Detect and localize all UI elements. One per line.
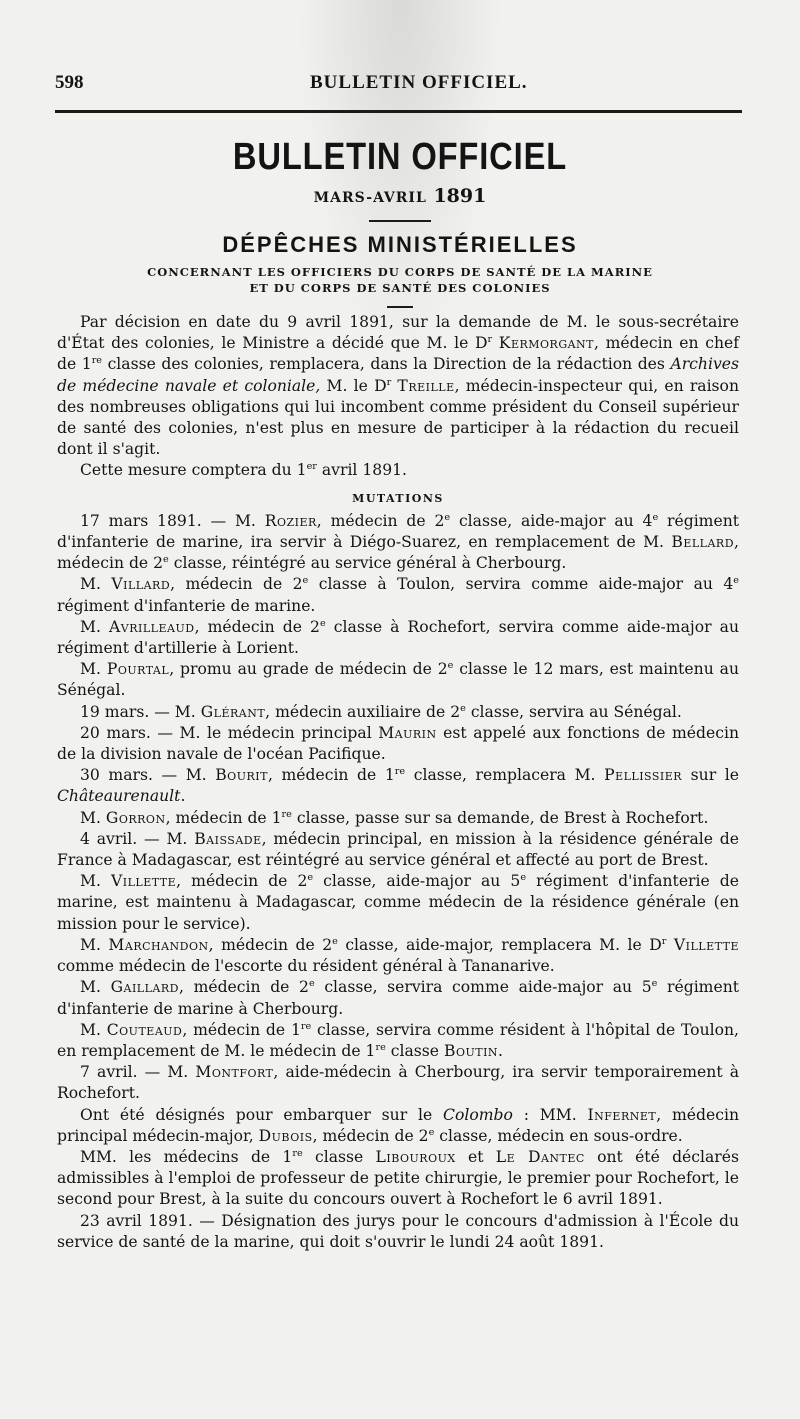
- concerning-line-1: CONCERNANT LES OFFICIERS DU CORPS DE SANTÉ DE LA MARINE: [147, 265, 653, 279]
- paragraph-entry: 23 avril 1891. — Désignation des jurys pour le concours d'admission à l'École du service de santé de la marine, qui doit s'ouvrir le lundi 24 août 1891.: [57, 1211, 739, 1251]
- section-title: DÉPÊCHES MINISTÉRIELLES: [222, 232, 578, 257]
- paragraph-entry: M. Pourtal, promu au grade de médecin de 2e classe le 12 mars, est maintenu au Sénégal.: [57, 660, 739, 700]
- paragraph-entry: 4 avril. — M. Baissade, médecin principal, en mission à la résidence générale de France à Madagascar, est réintégré au service général et affecté au port de Brest.: [57, 829, 739, 870]
- concerning-line-2: ET DU CORPS DE SANTÉ DES COLONIES: [249, 281, 551, 295]
- masthead: [0, 136, 800, 308]
- person-name: Treille: [397, 376, 455, 395]
- paragraph-entry: MM. les médecins de 1re classe Libouroux et Le Dantec ont été déclarés admissibles à l'emploi de professeur de petite chirurgie, le premier pour Rochefort, le second pour Brest, à la suite du concours ouvert à Rochefort le 6 avril 1891.: [57, 1147, 739, 1209]
- paragraph-entry: M. Villette, médecin de 2e classe, aide-major au 5e régiment d'infanterie de marine, est maintenu à Madagascar, comme médecin de la résidence générale (en mission pour le service).: [57, 872, 739, 933]
- header-rule: [55, 110, 742, 113]
- paragraph-entry: M. Marchandon, médecin de 2e classe, aide-major, remplacera M. le $D^r$ Villette comme médecin de l'escorte du résident général à Tananarive.: [57, 935, 740, 976]
- page-number: 598: [55, 72, 84, 93]
- paragraph-entry: 19 mars. — M. Glérant, médecin auxiliaire de 2e classe, servira au Sénégal.: [80, 702, 682, 721]
- journal-title: Archives de médecine navale et coloniale,: [57, 355, 739, 395]
- issue-year: 1891: [433, 185, 487, 207]
- ship-name: Colombo: [443, 1105, 513, 1124]
- issue-date: [0, 184, 800, 210]
- paragraph-entry: 17 mars 1891. — M. Rozier, médecin de 2e classe, aide-major au 4e régiment d'infanterie de marine, ira servir à Diégo-Suarez, en remplacement de M. Bellard, médecin de 2e classe, réintégré au service général à Cherbourg.: [57, 511, 740, 573]
- paragraph-entry: 7 avril. — M. Montfort, aide-médecin à Cherbourg, ira servir temporairement à Rochefort.: [57, 1063, 739, 1103]
- mutations-heading: MUTATIONS: [352, 491, 444, 505]
- section-divider: [387, 306, 413, 308]
- running-head: [55, 72, 740, 98]
- paragraph-decision: Par décision en date du 9 avril 1891, sur la demande de M. le sous-secrétaire d'État des colonies, le Ministre a décidé que M. le $D^r$ Kermorgant, médecin en chef de 1re classe des colonies, remplacera, dans la Direction de la rédaction des Archives de médecine navale et coloniale, M. le $D^r$ Treille, médecin-inspecteur qui, en raison des nombreuses obligations qui lui incombent comme président du Conseil supérieur de santé des colonies, n'est plus en mesure de participer à la rédaction du recueil dont il s'agit.: [57, 313, 739, 459]
- article-body: [57, 312, 739, 1253]
- paragraph-entry: 20 mars. — M. le médecin principal Maurin est appelé aux fonctions de médecin de la division navale de l'océan Pacifique.: [57, 723, 739, 764]
- ship-name: Châteaurenault: [57, 787, 181, 806]
- paragraph-effective-date: Cette mesure comptera du 1er avril 1891.: [80, 461, 408, 480]
- paragraph-entry: M. Gorron, médecin de 1re classe, passe sur sa demande, de Brest à Rochefort.: [80, 808, 709, 827]
- title-divider: [369, 220, 431, 222]
- paragraph-entry: Ont été désignés pour embarquer sur le Colombo : MM. Infernet, médecin principal médecin-major, Dubois, médecin de 2e classe, médecin en sous-ordre.: [57, 1105, 740, 1145]
- paragraph-entry: M. Couteaud, médecin de 1re classe, servira comme résident à l'hôpital de Toulon, en remplacement de M. le médecin de 1re classe Boutin.: [57, 1020, 739, 1060]
- paragraph-entry: M. Villard, médecin de 2e classe à Toulon, servira comme aide-major au 4e régiment d'infanterie de marine.: [57, 575, 739, 615]
- issue-months: MARS-AVRIL: [313, 190, 427, 206]
- person-name: Kermorgant: [498, 334, 595, 353]
- paragraph-entry: M. Avrilleaud, médecin de 2e classe à Rochefort, servira comme aide-major au régiment d'artillerie à Lorient.: [57, 617, 739, 658]
- bulletin-title: BULLETIN OFFICIEL: [232, 136, 568, 178]
- running-title: BULLETIN OFFICIEL.: [310, 72, 528, 93]
- paragraph-entry: 30 mars. — M. Bourit, médecin de 1re classe, remplacera M. Pellissier sur le Châteaurenault.: [57, 766, 739, 806]
- paragraph-entry: M. Gaillard, médecin de 2e classe, servira comme aide-major au 5e régiment d'infanterie de marine à Cherbourg.: [57, 978, 740, 1018]
